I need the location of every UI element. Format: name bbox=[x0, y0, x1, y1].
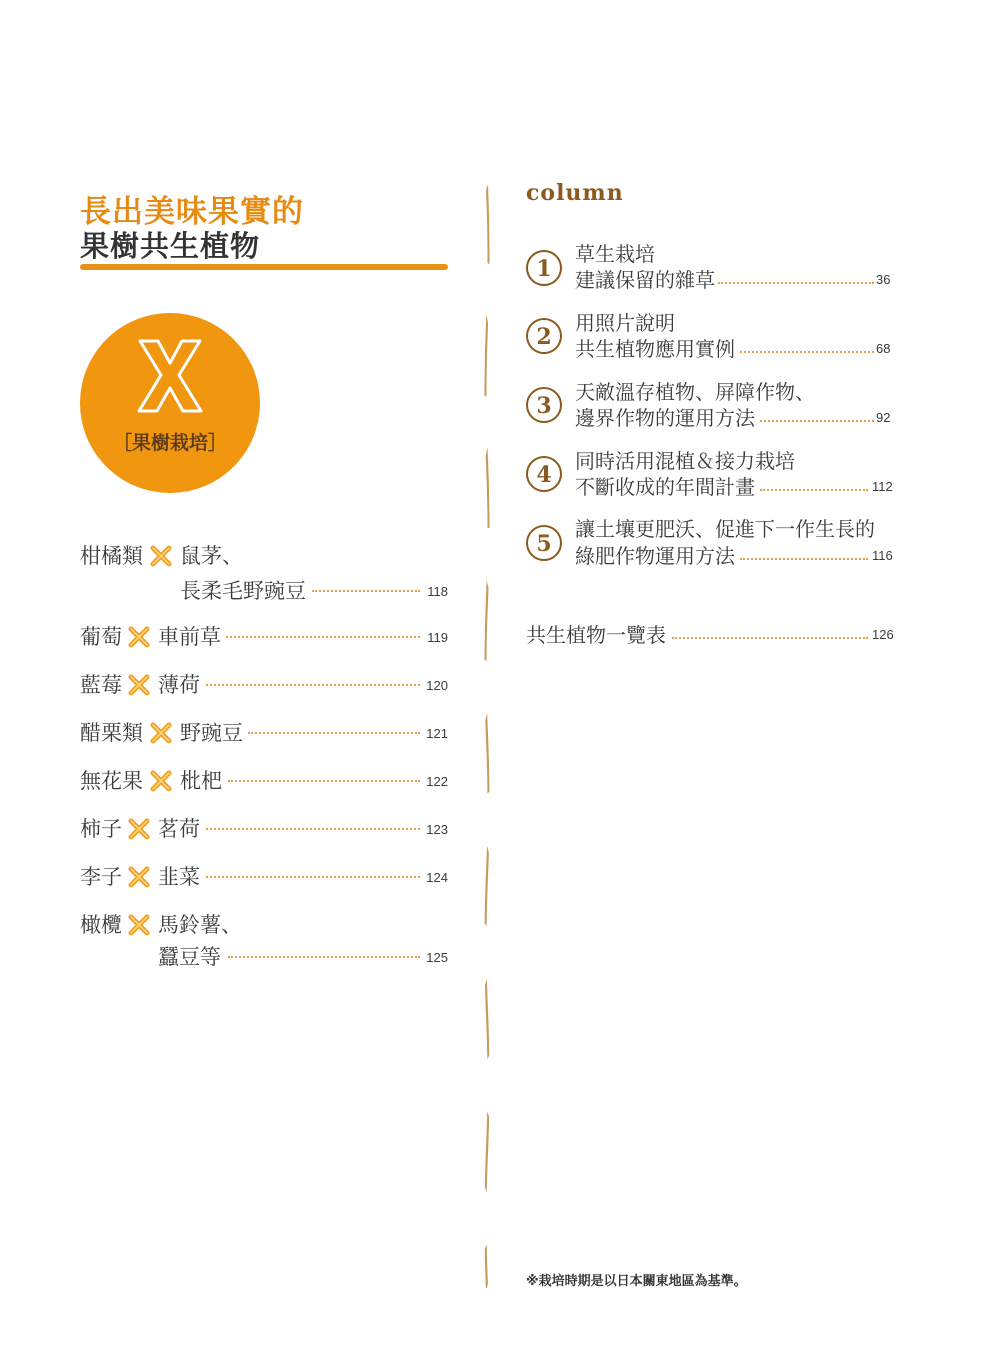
page-number: 119 bbox=[427, 630, 448, 645]
fruit-name: 橄欖 bbox=[80, 913, 122, 937]
toc-row-persimmon[interactable] bbox=[80, 814, 448, 854]
companion-name-cont: 長柔毛野豌豆 bbox=[180, 579, 306, 603]
column-item-line1[interactable]: 草生栽培 bbox=[575, 242, 655, 266]
toc-row-plum[interactable] bbox=[80, 862, 448, 902]
leader-dots bbox=[248, 732, 420, 734]
page-number: 118 bbox=[427, 584, 448, 599]
fruit-name: 柑橘類 bbox=[80, 544, 143, 568]
fruit-name: 藍莓 bbox=[80, 673, 122, 697]
column-item-line1[interactable]: 讓土壤更肥沃、促進下一作生長的 bbox=[575, 517, 875, 541]
cross-icon bbox=[150, 770, 172, 792]
toc-row-olive-cont[interactable] bbox=[80, 942, 448, 982]
cross-icon bbox=[128, 914, 150, 936]
section-badge bbox=[80, 313, 260, 493]
column-item-line2[interactable]: 綠肥作物運用方法 bbox=[575, 544, 735, 568]
cross-icon bbox=[128, 626, 150, 648]
leader-dots bbox=[228, 956, 420, 958]
fruit-name: 李子 bbox=[80, 865, 122, 889]
fruit-name: 柿子 bbox=[80, 817, 122, 841]
toc-row-grape[interactable] bbox=[80, 622, 448, 662]
column-item-line1[interactable]: 用照片說明 bbox=[575, 311, 675, 335]
section-title-line1: 長出美味果實的 bbox=[80, 194, 304, 230]
column-heading: column bbox=[526, 180, 624, 206]
page-number: 125 bbox=[426, 950, 448, 965]
toc-row-citrus-cont[interactable] bbox=[80, 576, 448, 616]
leader-dots bbox=[718, 282, 874, 284]
cross-icon bbox=[128, 674, 150, 696]
column-item-line2[interactable]: 共生植物應用實例 bbox=[575, 337, 735, 361]
companion-name: 鼠茅、 bbox=[180, 544, 243, 568]
leader-dots bbox=[760, 420, 874, 422]
companion-list-title[interactable]: 共生植物一覽表 bbox=[526, 623, 666, 647]
column-number-badge: 3 bbox=[526, 387, 562, 423]
cross-icon bbox=[128, 818, 150, 840]
page-number: 124 bbox=[426, 870, 448, 885]
fruit-name: 醋栗類 bbox=[80, 721, 143, 745]
toc-row-blueberry[interactable] bbox=[80, 670, 448, 710]
companion-name-cont: 蠶豆等 bbox=[158, 945, 221, 969]
page-number: 123 bbox=[426, 822, 448, 837]
wavy-divider bbox=[484, 186, 490, 1288]
toc-row-citrus[interactable] bbox=[80, 541, 448, 581]
toc-row-gooseberry[interactable] bbox=[80, 718, 448, 758]
column-number-badge: 1 bbox=[526, 250, 562, 286]
cross-icon bbox=[150, 722, 172, 744]
leader-dots bbox=[206, 828, 420, 830]
x-badge-icon bbox=[80, 313, 260, 493]
cross-icon bbox=[128, 866, 150, 888]
leader-dots bbox=[740, 351, 874, 353]
leader-dots bbox=[760, 489, 868, 491]
page-number: 120 bbox=[426, 678, 448, 693]
leader-dots bbox=[672, 637, 868, 639]
page-number: 116 bbox=[872, 548, 893, 563]
fruit-name: 葡萄 bbox=[80, 625, 122, 649]
companion-name: 韭菜 bbox=[158, 865, 200, 889]
companion-name: 茗荷 bbox=[158, 817, 200, 841]
leader-dots bbox=[206, 684, 420, 686]
section-title-line2: 果樹共生植物 bbox=[80, 229, 261, 263]
companion-name: 野豌豆 bbox=[180, 721, 243, 745]
column-item-line2[interactable]: 邊界作物的運用方法 bbox=[575, 406, 755, 430]
companion-name: 馬鈴薯、 bbox=[158, 913, 242, 937]
title-underline bbox=[80, 264, 448, 270]
companion-name: 枇杷 bbox=[180, 769, 222, 793]
page-number: 92 bbox=[876, 410, 891, 425]
page-number: 122 bbox=[426, 774, 448, 789]
column-item-line1[interactable]: 同時活用混植＆接力栽培 bbox=[575, 449, 795, 473]
companion-name: 薄荷 bbox=[158, 673, 200, 697]
page-number: 121 bbox=[426, 726, 448, 741]
column-item-line1[interactable]: 天敵溫存植物、屏障作物、 bbox=[575, 380, 815, 404]
leader-dots bbox=[206, 876, 420, 878]
column-number-badge: 5 bbox=[526, 525, 562, 561]
leader-dots bbox=[226, 636, 420, 638]
page-number: 126 bbox=[872, 627, 894, 642]
column-item-line2[interactable]: 不斷收成的年間計畫 bbox=[575, 475, 755, 499]
badge-label: ［果樹栽培］ bbox=[112, 432, 227, 454]
page-number: 36 bbox=[876, 272, 891, 287]
cross-icon bbox=[150, 545, 172, 567]
leader-dots bbox=[312, 590, 420, 592]
column-number-badge: 2 bbox=[526, 318, 562, 354]
page-number: 68 bbox=[876, 341, 891, 356]
leader-dots bbox=[740, 558, 868, 560]
leader-dots bbox=[228, 780, 420, 782]
column-number-badge: 4 bbox=[526, 456, 562, 492]
toc-row-fig[interactable] bbox=[80, 766, 448, 806]
fruit-name: 無花果 bbox=[80, 769, 143, 793]
column-item-line2[interactable]: 建議保留的雜草 bbox=[575, 268, 715, 292]
companion-name: 車前草 bbox=[158, 625, 221, 649]
page-number: 112 bbox=[872, 479, 893, 494]
footnote: ※栽培時期是以日本關東地區為基準。 bbox=[526, 1274, 747, 1289]
